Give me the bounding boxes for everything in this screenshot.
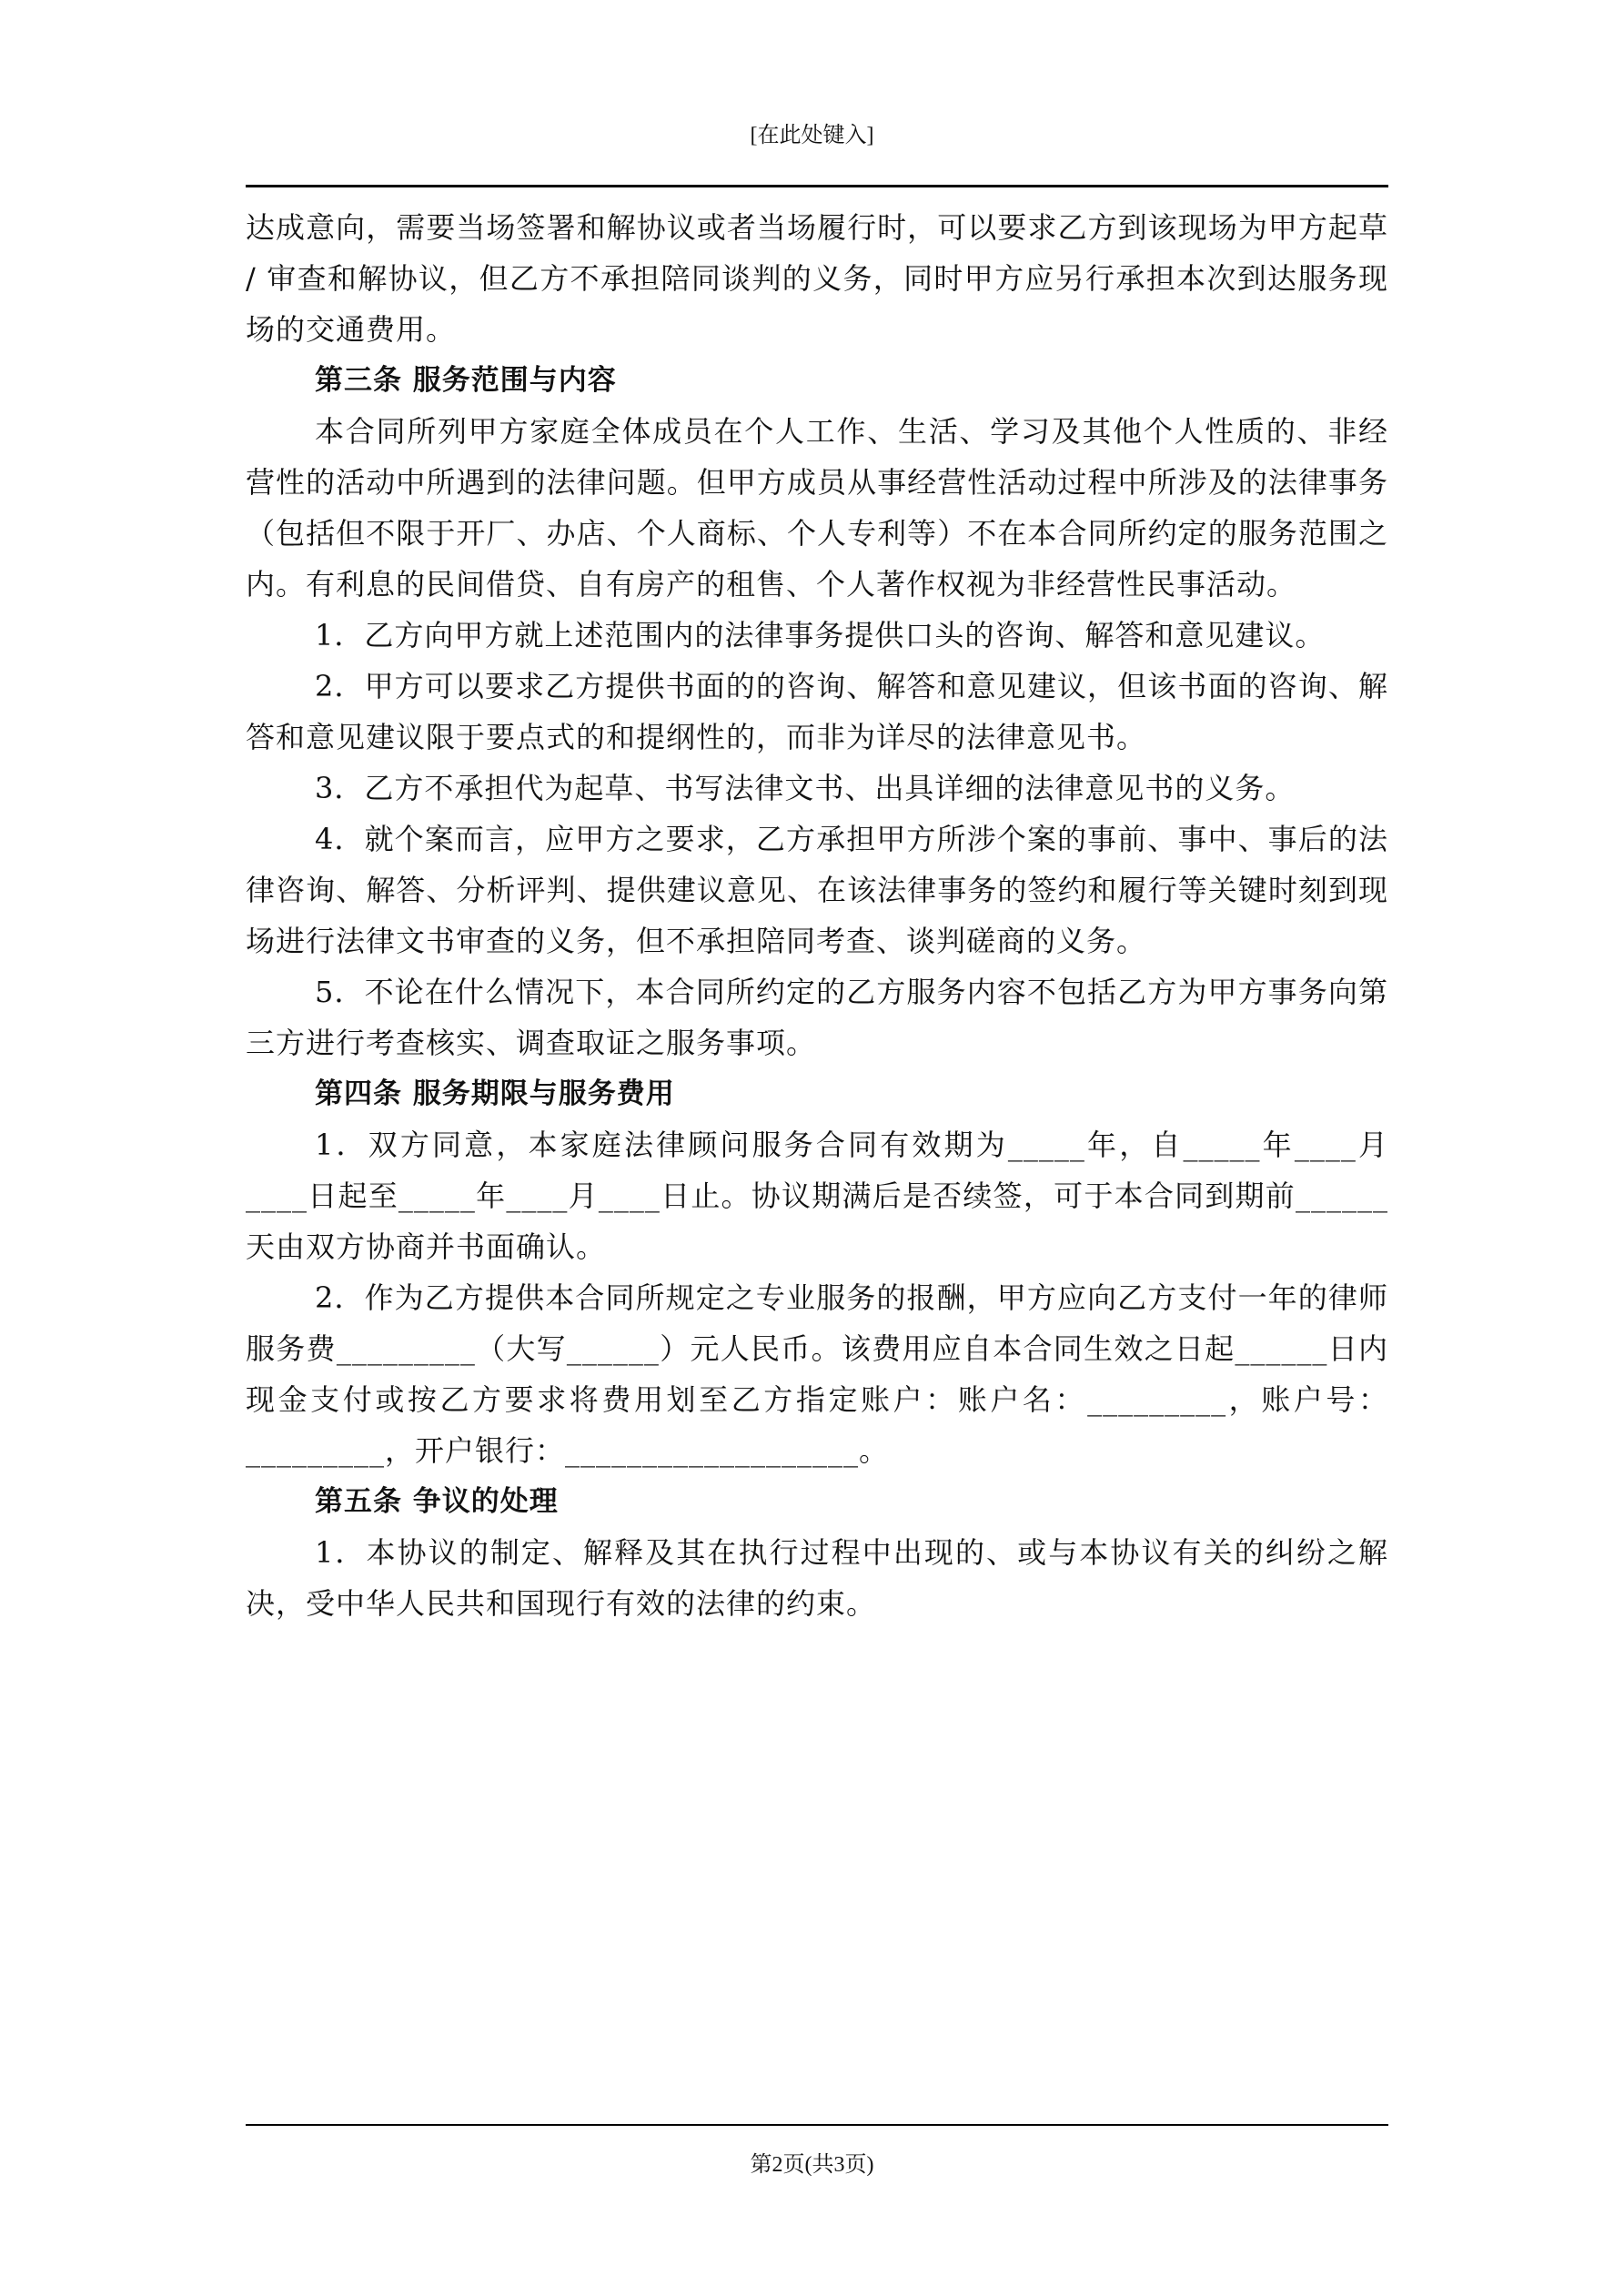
paragraph: 达成意向，需要当场签署和解协议或者当场履行时，可以要求乙方到该现场为甲方起草 / 审查和解协议，但乙方不承担陪同谈判的义务，同时甲方应另行承担本次到达服务现场的交通费用。: [246, 210, 1388, 347]
page-header: [在此处键入]: [750, 124, 874, 147]
list-item: 2．作为乙方提供本合同所规定之专业服务的报酬，甲方应向乙方支付一年的律师服务费_________（大写______）元人民币。该费用应自本合同生效之日起______日内现金支付或按乙方要求将费用划至乙方指定账户：账户名：_________，账户号：_________，开户银行：___________________。: [246, 1280, 1388, 1468]
footer-divider: [246, 2124, 1388, 2126]
paragraph: 本合同所列甲方家庭全体成员在个人工作、生活、学习及其他个人性质的、非经营性的活动中所遇到的法律问题。但甲方成员从事经营性活动过程中所涉及的法律事务（包括但不限于开厂、办店、个人商标、个人专利等）不在本合同所约定的服务范围之内。有利息的民间借贷、自有房产的租售、个人著作权视为非经营性民事活动。: [246, 414, 1388, 602]
document-body: [246, 202, 1388, 1629]
list-item: 1．乙方向甲方就上述范围内的法律事务提供口头的咨询、解答和意见建议。: [315, 618, 1326, 652]
list-item: 1．本协议的制定、解释及其在执行过程中出现的、或与本协议有关的纠纷之解决，受中华人民共和国现行有效的法律的约束。: [246, 1535, 1388, 1621]
list-item: 1．双方同意，本家庭法律顾问服务合同有效期为_____年，自_____年____月____日起至_____年____月____日止。协议期满后是否续签，可于本合同到期前______天由双方协商并书面确认。: [246, 1128, 1388, 1264]
section-heading: 第四条 服务期限与服务费用: [315, 1077, 675, 1110]
list-item: 3．乙方不承担代为起草、书写法律文书、出具详细的法律意见书的义务。: [315, 771, 1296, 805]
section-heading: 第五条 争议的处理: [315, 1485, 559, 1518]
list-item: 5．不论在什么情况下，本合同所约定的乙方服务内容不包括乙方为甲方事务向第三方进行考查核实、调查取证之服务事项。: [246, 975, 1388, 1060]
header-divider: [246, 185, 1388, 187]
section-heading: 第三条 服务范围与内容: [315, 364, 617, 397]
page-footer: 第2页(共3页): [750, 2153, 874, 2177]
list-item: 4．就个案而言，应甲方之要求，乙方承担甲方所涉个案的事前、事中、事后的法律咨询、解答、分析评判、提供建议意见、在该法律事务的签约和履行等关键时刻到现场进行法律文书审查的义务，但不承担陪同考查、谈判磋商的义务。: [246, 822, 1388, 958]
list-item: 2．甲方可以要求乙方提供书面的的咨询、解答和意见建议，但该书面的咨询、解答和意见建议限于要点式的和提纲性的，而非为详尽的法律意见书。: [246, 669, 1388, 754]
